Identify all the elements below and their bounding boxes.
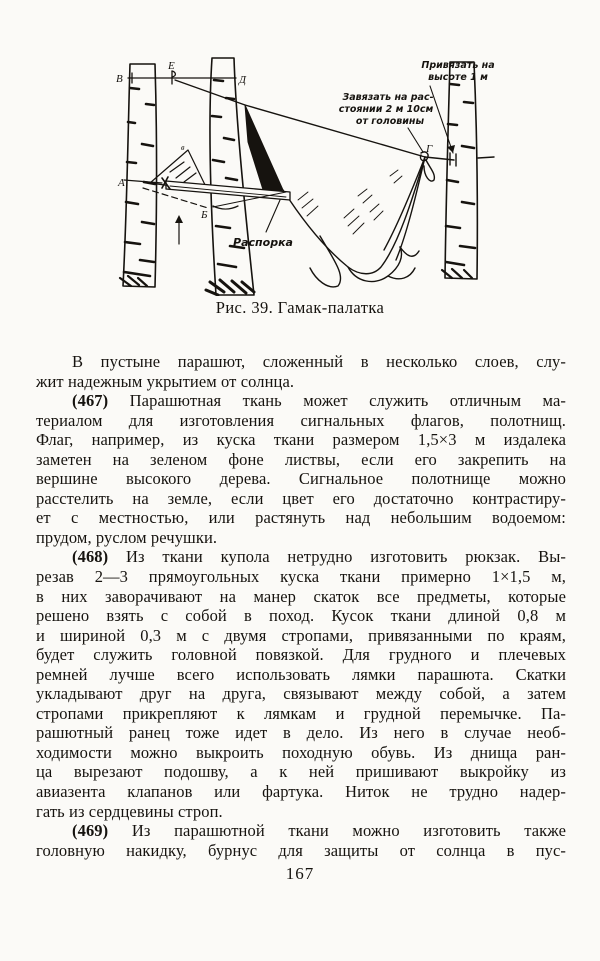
text-line: будет служить головной повязкой. Для грудного и плечевых: [36, 645, 566, 665]
text-line: укладывают друг на друга, связывают между собой, а затем: [36, 684, 566, 704]
text-block: [36, 352, 566, 860]
text-line: териалом для изготовления сигнальных флагов, полотнищ.: [36, 410, 566, 430]
text-line: ходимости можно выкроить походную обувь. Из днища ран-: [36, 742, 566, 762]
text-line: решено взять с собой в поход. Кусок ткани длиной 0,8 м: [36, 606, 566, 626]
text-line: рашютный ранец тоже идет в дело. Из него в случае необ-: [36, 723, 566, 743]
text-line: авиазента клапанов или фартука. Ниток не трудно надер-: [36, 782, 566, 802]
text-line: ет с местностью, или растянуть над небольшим водоемом:: [36, 508, 566, 528]
text-line: В пустыне парашют, сложенный в несколько слоев, слу-: [72, 352, 566, 371]
label-g: Г: [426, 143, 433, 155]
annotation-knot-line3: от головины: [355, 116, 425, 127]
annotation-tie-line1: Привязать на: [421, 60, 495, 71]
annotation-knot-line1: Завязать на рас-: [342, 92, 434, 103]
text-line: стропами прикрепляют к лямкам и грудной перемычке. Па-: [36, 703, 566, 723]
canopy-hatch: [298, 170, 402, 234]
figure-caption: Рис. 39. Гамак-палатка: [215, 298, 385, 317]
text-line: (467) Парашютная ткань может служить отличным ма-: [72, 391, 566, 411]
text-line: гать из сердцевины строп.: [36, 801, 223, 821]
text-line: и шириной 0,3 м с двумя стропами, привязанными по краям,: [36, 625, 566, 645]
text-line: прудом, руслом речушки.: [36, 527, 218, 547]
text-line: головную накидку, бурнус для защиты от солнца в пус-: [36, 840, 566, 860]
text-line: (468) Из ткани купола нетрудно изготовить рюкзак. Вы-: [72, 547, 566, 567]
text-line: ца вырезают подошву, а к ней пришивают выкройку из: [36, 762, 566, 782]
canopy: [283, 157, 425, 287]
annotation-tie-line2: высоте 1 м: [428, 72, 488, 83]
text-line: расстелить на земле, если цвет его достаточно контрастиру-: [36, 488, 566, 508]
label-a: А: [118, 177, 125, 189]
text-line: Флаг, например, из куска ткани размером 1,5×3 м издалека: [36, 430, 566, 450]
text-line: заметен на зеленом фоне листвы, если его закрепить на: [36, 449, 566, 469]
label-v: В: [116, 73, 123, 85]
annotation-knot-line2: стоянии 2 м 10см: [338, 104, 434, 115]
figure-hammock-tent: [58, 50, 530, 296]
text-line: жит надежным укрытием от солнца.: [36, 371, 295, 391]
text-line: (469) Из парашютной ткани можно изготовить также: [72, 821, 566, 841]
left-tree: [120, 64, 157, 287]
text-line: вершине высокого дерева. Сигнальное полотнище можно: [36, 469, 566, 489]
spreader-label: Распорка: [233, 236, 293, 249]
right-tree: [442, 62, 477, 279]
text-line: в них заворачивают на манер скаток все предметы, которые: [36, 586, 566, 606]
text-line: резав 2—3 прямоугольных куска ткани примерно 1×1,5 м,: [36, 567, 566, 587]
label-b: Б: [201, 209, 208, 221]
label-v-small: в: [181, 143, 185, 152]
page-number: 167: [285, 864, 315, 883]
hammock-tent-illustration: [58, 50, 530, 296]
text-line: ремней лучше всего использовать лямки парашюта. Скатки: [36, 664, 566, 684]
label-d: Д: [239, 74, 246, 86]
label-e: Е: [168, 60, 175, 72]
